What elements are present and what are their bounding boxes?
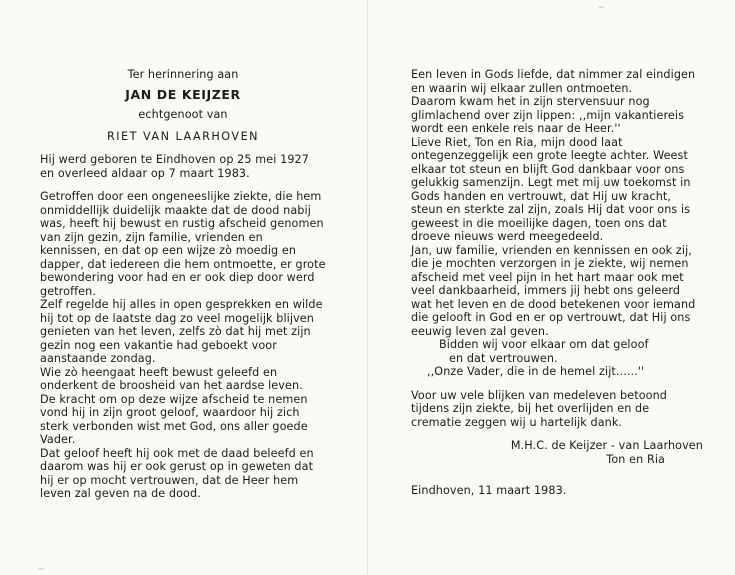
signature-block <box>411 439 703 466</box>
spouse-name: RIET VAN LAARHOVEN <box>106 129 260 143</box>
intro-line: Ter herinnering aan <box>127 68 239 81</box>
place-date: Eindhoven, 11 maart 1983. <box>411 484 567 497</box>
fold-line <box>367 0 368 575</box>
scan-speck <box>598 6 604 8</box>
reflection-paragraph: Wie zò heengaat heeft bewust geleefd en onderkent de broosheid van het aardse leven. <box>40 365 303 392</box>
arrangements-paragraph: Zelf regelde hij alles in open gesprekken en wilde hij tot op de laatste dag zo veel mogelijk blijven genieten van het leven, zelfs zò dat hij met zijn gezin nog een vakantie had geboekt voor aanstaande zondag. <box>40 298 323 365</box>
last-words-paragraph: Daarom kwam het in zijn stervensuur nog glimlachend over zijn lippen: ,,mijn vakantiereis wordt een enkele reis naar de Heer.'' <box>411 95 685 135</box>
message-to-family-paragraph: Lieve Riet, Ton en Ria, mijn dood laat ontegenzeggelijk een grote leegte achter. Weest elkaar tot steun en blijft God dankbaar voor ons gelukkig samenzijn. Legt met mij uw toekomst in Gods handen en vertrouwt, dat Hij uw kracht, steun en sterkte zal zijn, zoals Hij dat voor ons is geweest in die moeilijke dagen, toen ons dat droeve nieuws werd meegedeeld. <box>411 135 691 243</box>
belief-paragraph: Dat geloof heeft hij ook met de daad beleefd en daarom was hij er ook gerust op in geweten dat hij er op mocht vertrouwen, dat de Heer hem leven zal geven na de dood. <box>40 446 314 500</box>
illness-paragraph: Getroffen door een ongeneeslijke ziekte, die hem onmiddellijk duidelijk maakte dat de dood nabij was, heeft hij bewust en rustig afscheid genomen van zijn gezin, zijn familie, vrienden en kennissen, en dat op een wijze zò moedig en dapper, dat iedereen die hem ontmoette, er grote bewondering voor had en er ook diep door werd getroffen. <box>40 190 326 298</box>
prayer-line: ,,Onze Vader, die in de hemel zijt......'' <box>427 365 645 378</box>
prayer-line: en dat vertrouwen. <box>449 351 558 365</box>
relation-line: echtgenoot van <box>138 108 228 121</box>
signature-children: Ton en Ria <box>606 452 665 466</box>
signature-name: M.H.C. de Keijzer - van Laarhoven <box>510 439 703 452</box>
faith-paragraph: De kracht om op deze wijze afscheid te nemen vond hij in zijn groot geloof, waardoor hij zich sterk verbonden wist met God, ons aller goede Vader. <box>40 392 308 446</box>
scan-speck <box>38 568 44 570</box>
deceased-name: JAN DE KEIJZER <box>125 86 241 102</box>
thanks-paragraph: Voor uw vele blijken van medeleven betoond tijdens zijn ziekte, bij het overlijden en de crematie zeggen wij u hartelijk dank. <box>411 388 667 429</box>
right-page <box>411 68 703 498</box>
farewell-paragraph: Jan, uw familie, vrienden en kennissen en ook zij, die je mochten verzorgen in je ziekte, wij nemen afscheid met veel pijn in het hart maar ook met veel dankbaarheid, immers jij hebt ons geleerd wat het leven en de dood betekenen voor iemand die gelooft in God en er op vertrouwt, dat Hij ons eeuwig leven zal geven. <box>411 243 696 338</box>
left-page <box>40 68 326 501</box>
prayer-line: Bidden wij voor elkaar om dat geloof <box>439 338 649 351</box>
birth-death-paragraph: Hij werd geboren te Eindhoven op 25 mei 1927 en overleed aldaar op 7 maart 1983. <box>40 153 309 180</box>
eternal-life-paragraph: Een leven in Gods liefde, dat nimmer zal eindigen en waarin wij elkaar zullen ontmoeten. <box>411 68 696 95</box>
